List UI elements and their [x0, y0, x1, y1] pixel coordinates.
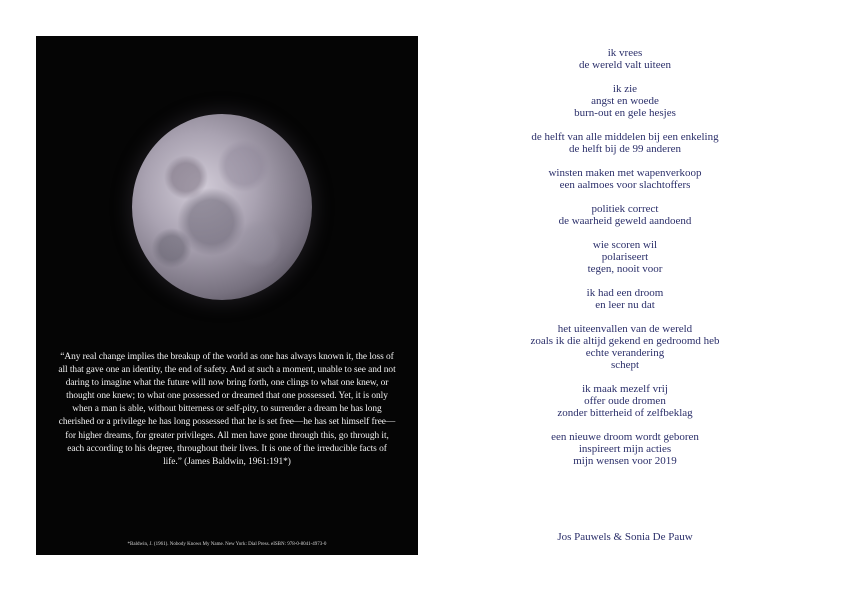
poem-line: polariseert	[601, 251, 649, 263]
poem-line: een aalmoes voor slachtoffers	[559, 179, 691, 191]
poem-line: zoals ik die altijd gekend en gedroomd heb	[530, 335, 720, 347]
poem-line: en leer nu dat	[595, 299, 655, 311]
poem-line: de wereld valt uiteen	[579, 59, 671, 71]
poem-line: zonder bitterheid of zelfbeklag	[557, 407, 693, 419]
poem-line: echte verandering	[585, 347, 665, 359]
poem-line: winsten maken met wapenverkoop	[548, 167, 702, 179]
stanza	[480, 239, 770, 275]
poem-line: ik maak mezelf vrij	[582, 383, 668, 395]
poem-line: schept	[610, 359, 640, 371]
poem-line: tegen, nooit voor	[587, 263, 663, 275]
baldwin-quote: “Any real change implies the breakup of the world as one has always known it, the loss of all that gave one an identity, the end of safety. And at such a moment, unable to see and not daring to imagine what the future will now bring forth, one clings to what one knew, or thought one knew; to what one possessed or dreamed that one possessed. Yet, it is only when a man is able, without bitterness or self-pity, to surrender a dream he has long cherished or a privilege he has long possessed that he is set free—he has set himself free—for higher dreams, for greater privileges. All men have gone through this, go through it, each according to his degree, throughout their lives. It is one of the irreducible facts of life.” (James Baldwin, 1961:191*)	[58, 352, 396, 467]
stanza	[480, 47, 770, 71]
stanza	[480, 323, 770, 371]
stanza	[480, 287, 770, 311]
stanza	[480, 431, 770, 467]
poem-line: een nieuwe droom wordt geboren	[551, 431, 699, 443]
poem-authors: Jos Pauwels & Sonia De Pauw	[557, 531, 693, 543]
stanza	[480, 383, 770, 419]
stanza	[480, 131, 770, 155]
poem-line: de waarheid geweld aandoend	[558, 215, 692, 227]
poem-line: angst en woede	[591, 95, 659, 107]
poem-line: inspireert mijn acties	[578, 443, 672, 455]
poem-line: politiek correct	[591, 203, 659, 215]
moon-image	[132, 114, 312, 300]
poem-line: wie scoren wil	[592, 239, 658, 251]
poem-line: ik zie	[612, 83, 638, 95]
poem-line: de helft van alle middelen bij een enkeling	[531, 131, 719, 143]
stanza	[480, 167, 770, 191]
poem-line: ik vrees	[607, 47, 643, 59]
stanza	[480, 203, 770, 227]
quote-card	[36, 36, 418, 555]
poem-line: ik had een droom	[586, 287, 664, 299]
poem	[480, 47, 770, 479]
poem-line: het uiteenvallen van de wereld	[557, 323, 693, 335]
poem-line: offer oude dromen	[584, 395, 666, 407]
quote-reference: *Baldwin, J. (1961). Nobody Knows My Name. New York: Dial Press. eISBN: 978-0-8041-4973-0	[127, 542, 327, 547]
poem-line: mijn wensen voor 2019	[573, 455, 677, 467]
stanza	[480, 83, 770, 119]
poem-line: burn-out en gele hesjes	[574, 107, 676, 119]
poem-line: de helft bij de 99 anderen	[568, 143, 682, 155]
